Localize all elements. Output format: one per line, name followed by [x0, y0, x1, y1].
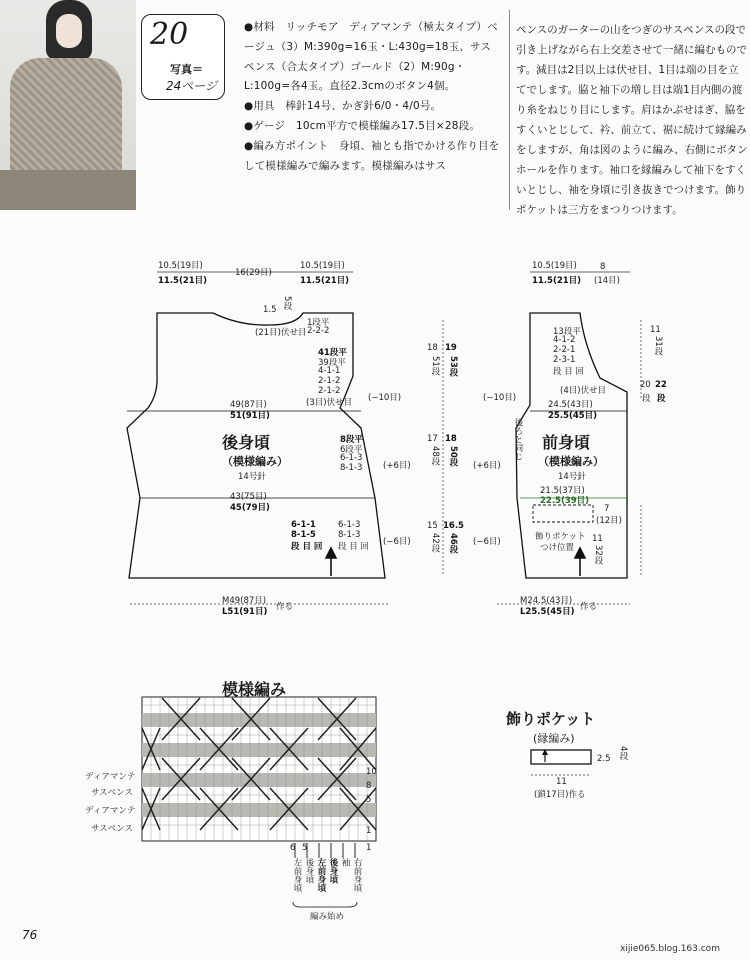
back-needle: 14号針 [238, 472, 266, 482]
photo-page: 24ページ [166, 79, 218, 93]
points-line: てでします。脇と袖下の増し目は端1目内側の渡 [516, 84, 743, 96]
chart-start-label: 左前身頃 [292, 858, 302, 892]
source-url: xijie065.blog.163.com [620, 944, 720, 954]
chart-start-label: 後身頃 [328, 858, 338, 884]
front-hem-a: M24.5(43目) [520, 596, 573, 606]
front-neck-v-c: 20 [640, 380, 651, 390]
chart-row-label: ディアマンテ [85, 772, 136, 782]
chart-row-num: 1 [366, 826, 372, 836]
pocket-width-b: (鎖17目)作る [534, 790, 586, 800]
points-line: す。減目は2目以上は伏せ目、1目は端の目を立 [516, 64, 739, 76]
back-side-inc: (+6目) [383, 461, 411, 471]
chart-row-num: 8 [366, 781, 372, 791]
front-top-a: 10.5(19目) [532, 261, 577, 271]
back-top-right-a: 10.5(19目) [300, 261, 345, 271]
pocket-height-b: 4段 [618, 746, 628, 760]
back-top-left-b: 11.5(21目) [158, 276, 208, 286]
front-same-note: 後ろと同じ [513, 418, 523, 461]
tools-text: ●用具 棒針14号、かぎ針6/0・4/0号。 [244, 100, 442, 113]
back-side-rule: 6段平 [340, 445, 363, 455]
back-neck-depth-b: 5段 [282, 296, 292, 310]
pocket-height-a: 2.5 [597, 754, 611, 764]
chart-start-label: 右前身頃 [352, 858, 362, 892]
pocket-diagram [531, 749, 591, 775]
chart-row-label: ディアマンテ [85, 806, 136, 816]
back-subtitle: （模様編み） [222, 455, 288, 468]
front-pocket-pos-a: 飾りポケット [535, 532, 586, 542]
back-v-top-c: 51段 [430, 356, 440, 376]
back-v-bot-d: 46段 [448, 533, 458, 554]
back-top-left-a: 10.5(19目) [158, 261, 203, 271]
back-v-bot-b: 16.5 [443, 521, 464, 531]
front-neck-v-e: 段 [642, 394, 651, 404]
back-chest-b: 51(91目) [230, 411, 270, 421]
pocket-position-rect [533, 505, 593, 522]
front-hem-b: L25.5(45目) [520, 607, 575, 617]
front-mid-b: 22.5(39目) [540, 496, 590, 506]
back-side-rule: 8-1-3 [340, 463, 363, 473]
page-number: 76 [22, 928, 38, 942]
chart-start-label: 左前身頃 [316, 858, 326, 892]
front-top-d: (14目) [594, 276, 620, 286]
chart-row-label: サスペンス [91, 788, 133, 798]
back-arm-rule: 2-1-2 [318, 386, 341, 396]
back-top-right-b: 11.5(21目) [300, 276, 350, 286]
back-hem-a: M49(87目) [222, 596, 267, 606]
front-neck-rule: 2-2-1 [553, 345, 576, 355]
back-top-mid: 16(29目) [235, 268, 272, 278]
points-line: り糸をねじり目にします。肩はかぶせはぎ、脇を [516, 104, 746, 116]
back-v-bot-c: 42段 [430, 533, 440, 553]
front-chest-a: 24.5(43目) [548, 400, 593, 410]
back-v-mid-a: 17 [427, 434, 438, 444]
front-top-c: 8 [600, 262, 606, 272]
front-bot-v-b: 32段 [593, 545, 603, 565]
front-subtitle: （模様編み） [538, 455, 604, 468]
back-dec-right: 6-1-3 [338, 520, 361, 530]
back-hem-b: L51(91目) [222, 607, 268, 617]
front-pocket-pos-b: つけ位置 [540, 543, 575, 553]
back-arm-dec: (−10目) [368, 393, 402, 403]
back-waist-a: 43(75目) [230, 492, 267, 502]
chart-start-caption: 編み始め [310, 912, 345, 922]
chart-col-num: 5 [302, 843, 308, 853]
front-neck-v-d: 22 [655, 380, 667, 390]
back-side-rule: 6-1-3 [340, 453, 363, 463]
points-line: いとじし、袖を身頃に引き抜きでつけます。飾り [516, 184, 747, 196]
back-title: 後身頃 [222, 433, 271, 452]
chart-row-num: 10 [366, 767, 377, 777]
front-side-dec: (−6目) [473, 537, 501, 547]
back-arm-bind: (3目)伏せ目 [306, 398, 353, 408]
chart-title: 模様編み [222, 680, 287, 699]
front-neck-rule: 4-1-2 [553, 335, 576, 345]
back-arm-rule: 39段平 [318, 358, 346, 368]
points-line: をしますが、角は図のように編み、右側にボタン [516, 144, 748, 156]
points-line: ポケットは三方をまつりつけます。 [516, 204, 683, 216]
pattern-number: 20 [150, 17, 189, 52]
pocket-title: 飾りポケット [506, 710, 596, 728]
front-side-inc: (+6目) [473, 461, 501, 471]
front-chest-b: 25.5(45目) [548, 411, 598, 421]
materials-text: ●材料 リッチモア ディアマンテ（極太タイプ）ベージュ（3）M:390g=16玉・L:430g=18玉、サスペンス（合太タイプ）ゴールド（2）M:90g・L:100g=各4玉。直径2.3cmのボタン4個。 [244, 21, 498, 93]
back-chest-a: 49(87目) [230, 400, 267, 410]
front-neck-rule: 2-3-1 [553, 355, 576, 365]
pocket-width-a: 11 [556, 777, 567, 787]
chart-row-num: 5 [366, 795, 372, 805]
front-neck-rule: 13段平 [553, 327, 581, 337]
back-v-bot-a: 15 [427, 521, 438, 531]
gauge-text: ●ゲージ 10cm平方で模様編み17.5目×28段。 [244, 119, 481, 132]
front-pocket-b: (12目) [596, 516, 622, 526]
back-side-dec: (−6目) [383, 537, 411, 547]
front-arm-dec: (−10目) [483, 393, 517, 403]
back-neck-depth-a: 1.5 [263, 305, 277, 315]
front-neck-bind: (4目)伏せ目 [560, 386, 607, 396]
chart-start-label: 後身頃 [304, 858, 314, 884]
back-side-rule: 8段平 [340, 435, 363, 445]
back-neck-rule-b: 2-2-2 [307, 326, 330, 336]
front-needle: 14号針 [558, 472, 586, 482]
pattern-chart-grid [142, 697, 376, 907]
points-line: ペンスのガーターの山をつぎのサスペンスの段で [516, 24, 746, 36]
front-pocket-a: 7 [604, 504, 610, 514]
chart-start-label: 袖 [340, 858, 350, 867]
points-line: すくいとじして、衿、前立て、裾に続けて縁編み [516, 124, 747, 136]
front-top-b: 11.5(21目) [532, 276, 582, 286]
back-v-mid-b: 18 [445, 434, 457, 444]
back-v-mid-d: 50段 [448, 446, 458, 467]
points-lead-text: ●編み方ポイント 身頃、袖とも指でかける作り目をして模様編みで編みます。模様編みはサス [244, 139, 500, 172]
back-hem-make: 作る [276, 602, 294, 612]
back-arm-rule: 2-1-2 [318, 376, 341, 386]
back-dec-right: 8-1-3 [338, 530, 361, 540]
front-neck-v-f: 段 [657, 394, 666, 404]
points-line: 引き上げながら右上交差させて一緒に編むもので [516, 44, 747, 56]
back-v-top-d: 53段 [448, 356, 458, 377]
front-neck-v-b: 31段 [653, 336, 663, 356]
back-dec-left: 8-1-5 [291, 530, 316, 540]
back-dec-left: 6-1-1 [291, 520, 316, 530]
back-waist-b: 45(79目) [230, 503, 270, 513]
chart-col-num: 6 [290, 843, 296, 853]
back-arm-rule: 4-1-1 [318, 366, 341, 376]
front-neck-rule: 段 目 回 [553, 367, 584, 377]
photo-label: 写真＝ [170, 63, 203, 76]
back-dec-right: 段 目 回 [338, 542, 369, 552]
chart-col-num: 1 [366, 843, 372, 853]
back-v-mid-c: 48段 [430, 446, 440, 466]
back-v-top-b: 19 [445, 343, 457, 353]
front-bot-v-a: 11 [592, 534, 603, 544]
back-arm-rule: 41段平 [318, 348, 347, 358]
back-neck-rule-a: 1段平 [307, 318, 330, 328]
points-line: ホールを作ります。袖口を縁編みして袖下をすく [516, 164, 746, 176]
front-title: 前身頃 [542, 433, 591, 452]
chart-row-label: サスペンス [91, 824, 133, 834]
front-mid-a: 21.5(37目) [540, 486, 585, 496]
back-v-top-a: 18 [427, 343, 438, 353]
front-hem-make: 作る [580, 602, 598, 612]
back-dec-left: 段 目 回 [291, 542, 323, 552]
back-neck-bind: (21目)伏せ目 [255, 328, 307, 338]
pocket-subtitle: (縁編み) [533, 732, 575, 745]
front-neck-v-a: 11 [650, 325, 661, 335]
